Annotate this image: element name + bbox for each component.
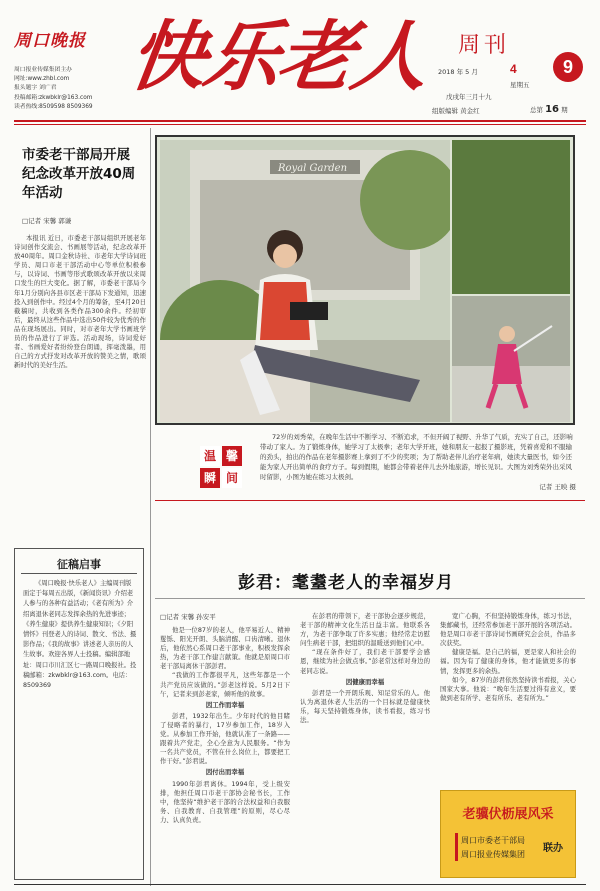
page-number-badge: 9 (553, 52, 583, 82)
weekly-label: 周刊 (458, 33, 511, 58)
main-photo (160, 140, 450, 422)
inset-photo-illustration (452, 296, 570, 422)
date-day: 4 (510, 62, 517, 76)
org-line: 网址:www.zhbl.com (14, 76, 70, 83)
paragraph: 彭君是一个开朗乐观、知足常乐的人。他认为离退休老人生活的一个目标就是健康快乐，每天坚持锻炼身体，读书看报，练习书法。 (300, 688, 430, 725)
background-foliage (452, 140, 570, 294)
call-for-papers-body: 《周口晚报·快乐老人》主编周刊版面定于每周五出版，《新闻资讯》介绍老人参与的各种有益活动；《老有所为》介绍离退休老同志发挥余热的先进事迹；《养生健康》提供养生健康知识；《夕阳情怀》刊登老人的诗词、散文、书法、摄影作品；《我的故事》讲述老人亲历的人生故事。欢迎各界人士投稿。编辑部地址：周口市川汇区七一路周口晚报社。投稿邮箱：zkwbklr@163.com。电话：8509369 (23, 580, 137, 690)
stamp-char: 间 (222, 468, 242, 488)
article2-rule (155, 598, 585, 599)
sponsor-banner (440, 790, 576, 878)
total-number: 16 (545, 104, 559, 115)
bottom-rule (14, 884, 586, 885)
total-issue (530, 104, 568, 115)
article1-byline: □记者 宋馨 郭谦 (22, 217, 72, 225)
photo-credit: 记者 王映 摄 (539, 483, 576, 491)
stamp-char: 瞬 (200, 468, 220, 488)
article2-column-1 (160, 626, 290, 880)
total-suffix: 期 (561, 106, 568, 114)
org-line: 投稿邮箱:zkwbklr@163.com (14, 94, 93, 101)
article1-body: 本报讯 近日，市委老干部局组织开展老年诗词创作交流会、书画展等活动，纪念改革开放40周年。周口金秋诗社、市老年大学诗词班学员、周口市老干部活动中心等单位积极参与，以诗词、书画等形式歌颂改革开放以来周口发生的巨大变化。据了解，市委老干部局今年1月分别向各县市区老干部局下发通知，迅速投入到创作中。经过4个月的筹备，至4月20日截稿时，共收到各类作品300余件。经初审后，最终从这些作品中选出50件较为优秀的作品在现场展出。同时，对市老年大学书画班学员的作品进行了评选。活动现场，诗词爱好者、书画爱好者纷纷登台朗诵，挥毫泼墨，用自己的方式抒发对改革开放的赞美之情，歌颂新时代的美好生活。 (14, 234, 146, 370)
subheading: 因健康而幸福 (345, 677, 385, 686)
paragraph: 宽广心胸，不但坚持锻炼身体，练习书法，集邮藏书，还经常参加老干部开展的各项活动。他是周口市老干部诗词书画研究会会员，作品多次获奖。 (440, 612, 576, 648)
paragraph: 在彭君的带领下，老干部协会逐步规范，老干部的精神文化生活日益丰富。他联系各方，为老干部争取了许多实惠；他经常走访慰问生病老干部，把组织的温暖送到他们心中。 (300, 612, 430, 648)
paragraph: 彭君，1932年出生。少年时代的他目睹了侵略者的暴行，17岁参加工作，18岁入党。从参加工作开始，他就认准了一条路——跟着共产党走，全心全意为人民服务。“作为一名共产党员，不管在什么岗位上，都要把工作干好。”彭君说。 (160, 711, 290, 766)
lunar-date: 戊戌年三月十九 (446, 93, 492, 101)
article2-column-3 (440, 612, 576, 784)
sponsor-title: 老骥伏枥展风采 (462, 807, 554, 822)
warm-moment-stamp (200, 446, 244, 490)
article2-byline: □记者 宋馨 孙安平 (160, 613, 216, 621)
sponsor-org-2: 周口报业传媒集团 (461, 850, 525, 859)
layout-editor: 组版编辑 黄金红 (432, 107, 480, 115)
section-title: 快乐老人 (123, 12, 433, 101)
sponsor-joint: 联办 (543, 843, 563, 854)
paragraph: 如今，87岁的彭君依然坚持读书看报，关心国家大事。他说：“晚年生活要过得有意义，要做到老有所学、老有所乐、老有所为。” (440, 675, 576, 702)
stamp-char: 温 (200, 446, 220, 466)
org-line: 周口报业传媒集团主办 (14, 67, 72, 73)
subheading: 因工作而幸福 (205, 700, 245, 709)
article2-column-2 (300, 612, 430, 880)
total-label: 总第 (530, 106, 543, 114)
stamp-char: 馨 (222, 446, 242, 466)
masthead-rule-thin (14, 124, 586, 125)
publisher-info (14, 66, 124, 112)
call-for-papers-box (14, 548, 144, 880)
inset-photo (452, 296, 570, 422)
paragraph: 他是一位87岁的老人，他平易近人、精神矍铄、阳光开朗、头脑清醒、口齿清晰。退休后，他依然心系周口老干部事业，积极发挥余热，为老干部工作建言献策。他就是原周口市老干部局离休干部彭君。 (160, 626, 290, 671)
masthead-rule (14, 120, 586, 122)
org-line: 报头题字 刘广君 (14, 85, 57, 92)
article1-headline: 市委老干部局开展纪念改革开放40周年活动 (22, 147, 136, 201)
call-for-papers-rule (21, 573, 137, 574)
org-line: 读者热线:8509598 8509369 (14, 103, 93, 110)
paragraph: “我做的工作都很平凡，这些年都是一个共产党员应该做的。”彭老这样说。5月2日下午，记者来到彭老家，倾听他的故事。 (160, 671, 290, 698)
photo-sign-text: Royal Garden (278, 163, 348, 174)
column-divider (150, 128, 151, 886)
paragraph: 1990年彭君离休。1994年，受上级安排，他担任周口市老干部协会秘书长，工作中，他坚持“维护老干部的合法权益和自我服务、自我教育、自我管理”的原则，尽心尽力、认真负责。 (160, 779, 290, 824)
paragraph: 健康是福。是自己的福，更是家人和社会的福。因为有了健康的身体，他才能做更多的事情，发挥更多的余热。 (440, 648, 576, 675)
subheading: 因付出而幸福 (205, 768, 245, 777)
main-photo-illustration (160, 140, 450, 422)
date-prefix: 2018 年 5 月 (438, 68, 478, 76)
section-rule (155, 500, 585, 501)
article2-headline: 彭君：耄耋老人的幸福岁月 (238, 573, 454, 593)
photo-caption (260, 432, 576, 492)
photo-caption-text: 72岁的刘秀荣，在晚年生活中不断学习、不断追求，不但开阔了视野、升华了气质，充实了自己，还影响带动了家人。为了锻炼身体，她学习了太极拳；老年大学开班，她和朋友一起报了摄影班，凭着喜爱和不服输的劲头，拍出的作品在老年摄影赛上拿到了不少的奖项；为了帮助老伴儿治疗老年病，她读大量医书，如今还能为家人开出简单的食疗方子。每到假期，她都会带着老伴儿去外地旅游，增长见识。大图为刘秀荣外出采风时留影，小图为她在练习太极剑。 (260, 433, 573, 481)
sponsor-accent-bar (455, 833, 458, 861)
paper-name: 周口晚报 (14, 31, 86, 51)
paragraph: “现在条件好了，我们老干部要学会感恩，继续为社会做点事。”彭老常这样对身边的老同志说。 (300, 648, 430, 675)
weekday: 星期五 (510, 81, 530, 89)
sponsor-org-1: 周口市委老干部局 (461, 836, 525, 845)
call-for-papers-title: 征稿启事 (57, 558, 101, 571)
